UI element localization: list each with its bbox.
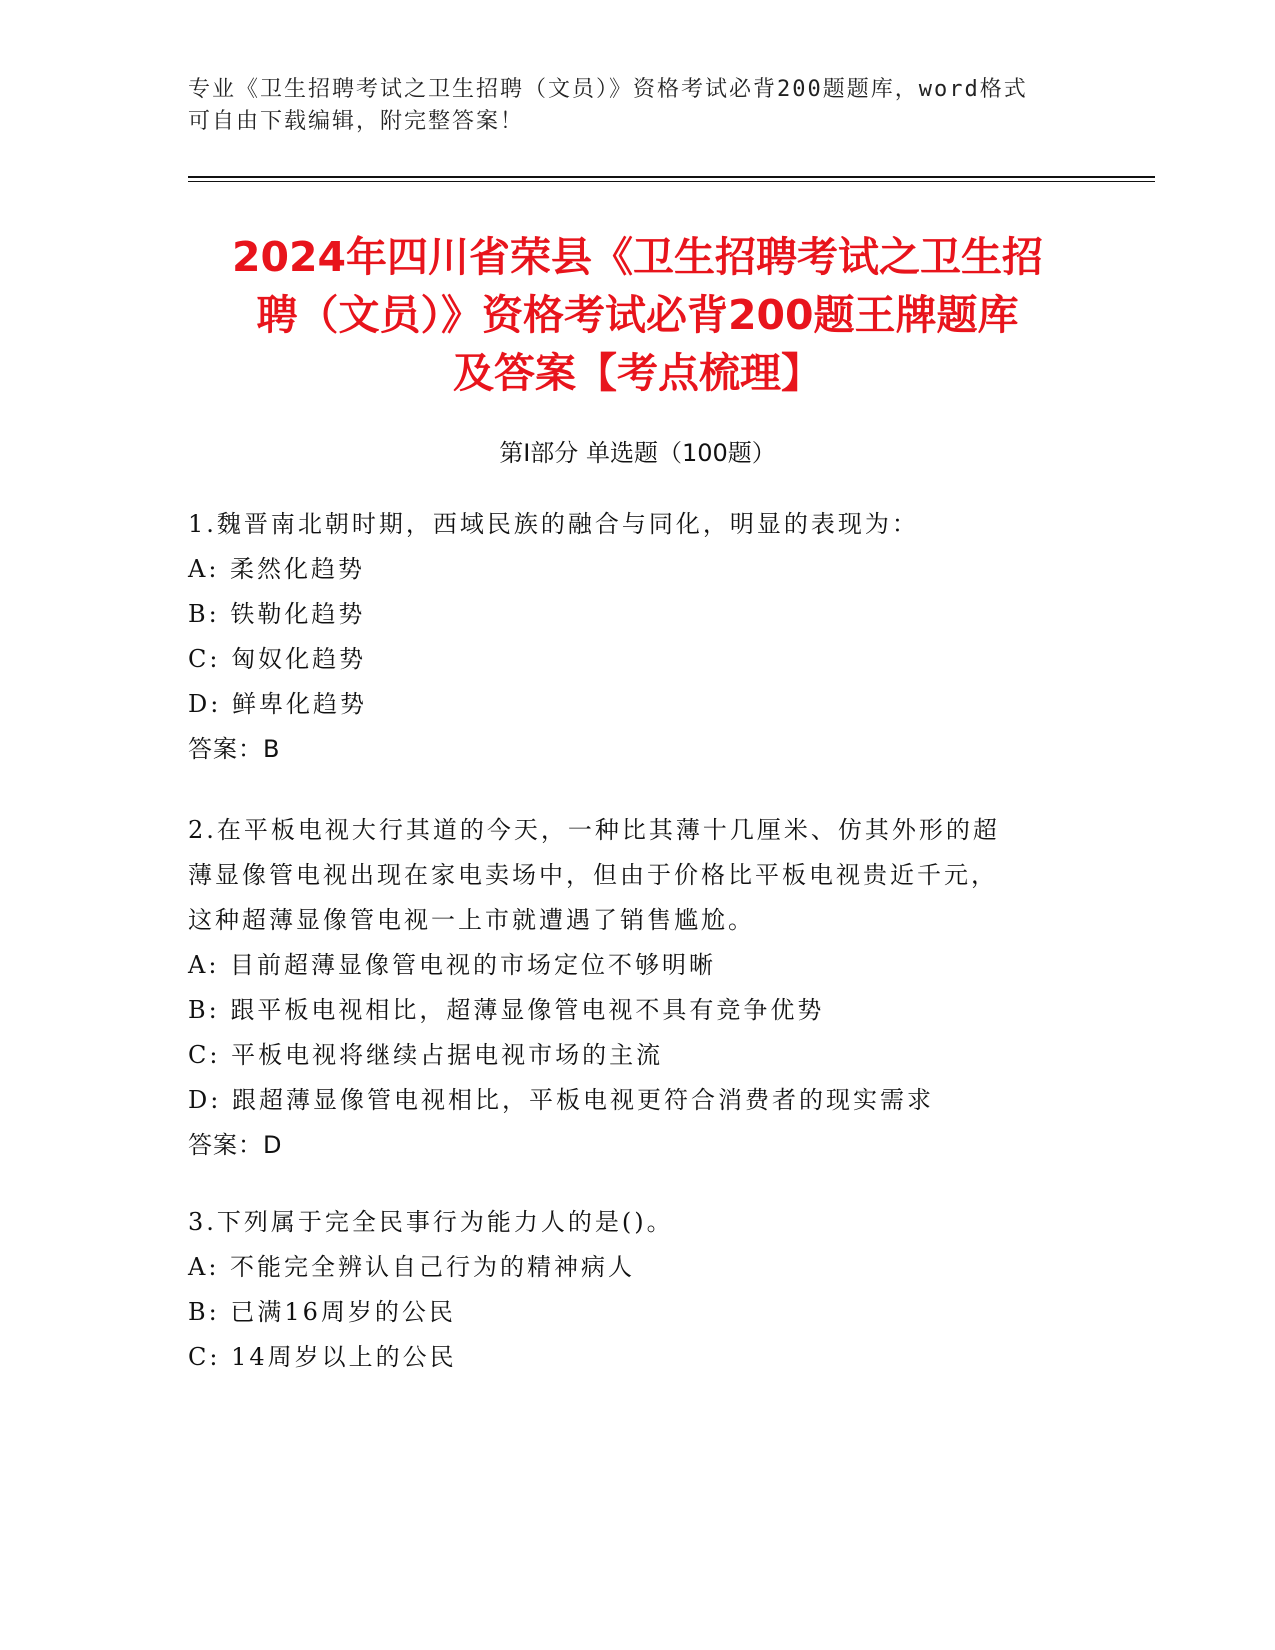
question-2 bbox=[188, 808, 1088, 1168]
option-b: B: 跟平板电视相比，超薄显像管电视不具有竞争优势 bbox=[188, 996, 825, 1024]
option-a: A: 柔然化趋势 bbox=[188, 555, 366, 583]
question-stem-line-2: 薄显像管电视出现在家电卖场中，但由于价格比平板电视贵近千元， bbox=[188, 861, 998, 889]
document-title bbox=[150, 228, 1125, 402]
answer-line: 答案：D bbox=[188, 1131, 283, 1159]
option-d: D: 跟超薄显像管电视相比，平板电视更符合消费者的现实需求 bbox=[188, 1086, 934, 1114]
document-title-line-2: 聘（文员）》资格考试必背200题王牌题库 bbox=[256, 291, 1019, 339]
header-note-line-1: 专业《卫生招聘考试之卫生招聘（文员）》资格考试必背200题题库，word格式 bbox=[188, 77, 1028, 102]
option-b: B: 铁勒化趋势 bbox=[188, 600, 366, 628]
header-divider-thin bbox=[188, 181, 1155, 182]
question-stem: 1.魏晋南北朝时期，西域民族的融合与同化，明显的表现为： bbox=[188, 510, 919, 538]
question-stem: 3.下列属于完全民事行为能力人的是()。 bbox=[188, 1208, 674, 1236]
document-title-line-3: 及答案【考点梳理】 bbox=[453, 349, 822, 397]
header-note-line-2: 可自由下载编辑，附完整答案！ bbox=[188, 109, 525, 134]
option-b: B: 已满16周岁的公民 bbox=[188, 1298, 456, 1326]
answer-line: 答案：B bbox=[188, 735, 281, 763]
header-note bbox=[188, 74, 1068, 138]
question-stem-line-3: 这种超薄显像管电视一上市就遭遇了销售尴尬。 bbox=[188, 906, 755, 934]
option-c: C: 14周岁以上的公民 bbox=[188, 1343, 457, 1371]
header-divider-thick bbox=[188, 176, 1155, 178]
question-1 bbox=[188, 502, 1088, 772]
option-c: C: 平板电视将继续占据电视市场的主流 bbox=[188, 1041, 664, 1069]
document-title-line-1: 2024年四川省荣县《卫生招聘考试之卫生招 bbox=[231, 233, 1044, 281]
option-a: A: 不能完全辨认自己行为的精神病人 bbox=[188, 1253, 636, 1281]
section-title: 第I部分 单选题（100题） bbox=[499, 439, 776, 467]
option-a: A: 目前超薄显像管电视的市场定位不够明晰 bbox=[188, 951, 717, 979]
question-stem-line-1: 2.在平板电视大行其道的今天，一种比其薄十几厘米、仿其外形的超 bbox=[188, 816, 1000, 844]
question-3 bbox=[188, 1200, 1088, 1380]
option-d: D: 鲜卑化趋势 bbox=[188, 690, 367, 718]
option-c: C: 匈奴化趋势 bbox=[188, 645, 367, 673]
